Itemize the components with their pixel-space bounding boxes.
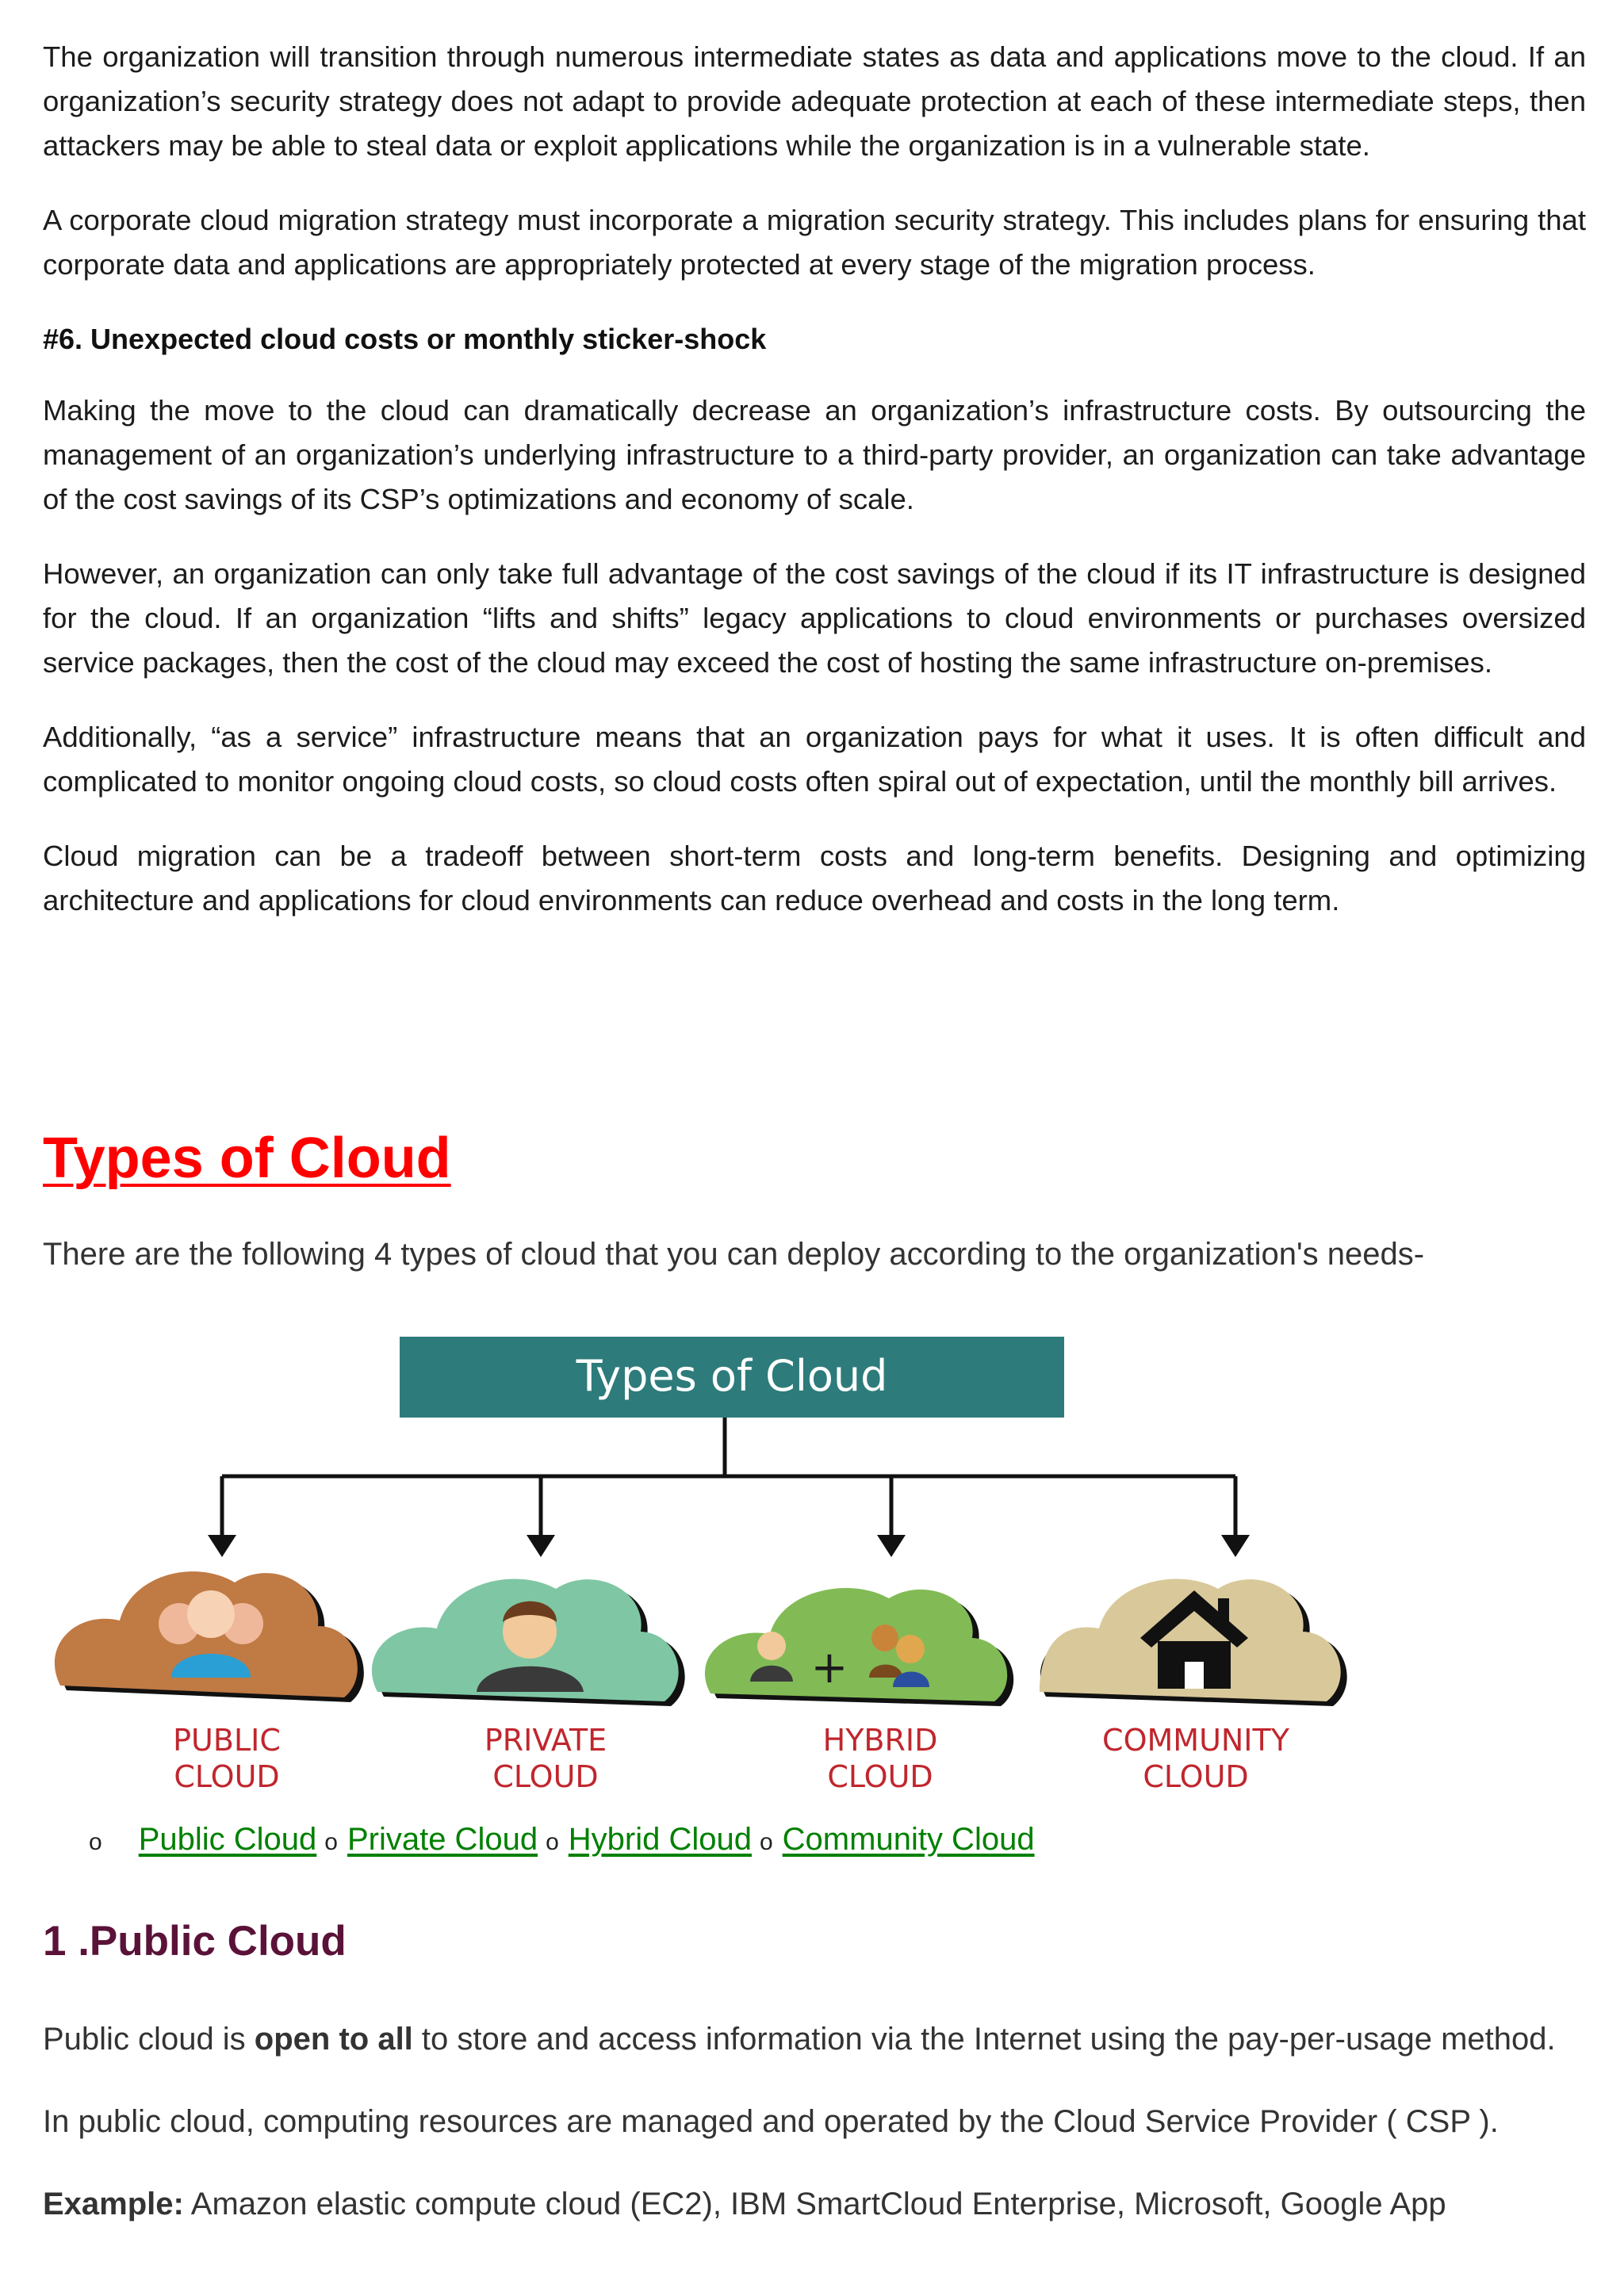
subheading: #6. Unexpected cloud costs or monthly sticker-shock — [43, 323, 767, 355]
diagram-title: Types of Cloud — [576, 1351, 888, 1401]
cloud-type-links — [89, 1822, 1043, 1858]
public-cloud-example — [43, 2187, 1446, 2222]
link-community-cloud[interactable]: Community Cloud — [782, 1822, 1035, 1857]
paragraph: Making the move to the cloud can dramatically decrease an organization’s infrastructure costs. By outsourcing the management of an organization’s underlying infrastructure to a third-party provider, an organization can take advantage of the cost savings of its CSP’s optimizations and economy of scale. — [43, 394, 1586, 515]
article-body — [43, 35, 1586, 953]
bullet-icon: o — [324, 1829, 338, 1855]
private-cloud-label-line1: PRIVATE — [484, 1723, 607, 1758]
example-label: Example: — [43, 2187, 184, 2221]
paragraph: Cloud migration can be a tradeoff between short-term costs and long-term benefits. Designing and optimizing architecture and applications for cloud environments can reduce overhead and costs in the long term. — [43, 840, 1586, 916]
public-cloud-heading: 1 .Public Cloud — [43, 1918, 347, 1965]
definition-text: to store and access information via the Internet using the pay-per-usage method. — [412, 2022, 1556, 2057]
private-cloud-label-line2: CLOUD — [492, 1759, 599, 1794]
intro-text: There are the following 4 types of cloud that you can deploy according to the organization's needs- — [43, 1237, 1425, 1272]
svg-text:+: + — [810, 1642, 848, 1693]
community-cloud-label-line2: CLOUD — [1143, 1759, 1249, 1794]
cloud-types-diagram — [44, 1321, 1361, 1820]
definition-emphasis: open to all — [254, 2022, 413, 2057]
paragraph: A corporate cloud migration strategy must incorporate a migration security strategy. This includes plans for ensuring that corporate data and applications are appropriately protected at every stage of the migration process. — [43, 204, 1586, 281]
public-cloud-definition — [43, 2022, 1556, 2057]
link-public-cloud[interactable]: Public Cloud — [138, 1822, 317, 1857]
link-hybrid-cloud[interactable]: Hybrid Cloud — [568, 1822, 752, 1857]
public-cloud-label-line2: CLOUD — [174, 1759, 280, 1794]
link-private-cloud[interactable]: Private Cloud — [347, 1822, 538, 1857]
example-text: Amazon elastic compute cloud (EC2), IBM SmartCloud Enterprise, Microsoft, Google App — [183, 2187, 1446, 2221]
paragraph: However, an organization can only take full advantage of the cost savings of the cloud if its IT infrastructure is designed for the cloud. If an organization “lifts and shifts” legacy applications to cloud environments or purchases oversized service packages, then the cost of the cloud may exceed the cost of hosting the same infrastructure on-premises. — [43, 557, 1586, 679]
community-cloud-label-line1: COMMUNITY — [1102, 1723, 1289, 1758]
public-cloud-label-line1: PUBLIC — [173, 1723, 281, 1758]
hybrid-cloud-label-line1: HYBRID — [822, 1723, 938, 1758]
bullet-icon: o — [89, 1829, 102, 1855]
section-title: Types of Cloud — [43, 1127, 451, 1190]
hybrid-cloud-label-line2: CLOUD — [827, 1759, 933, 1794]
paragraph: The organization will transition through numerous intermediate states as data and applications move to the cloud. If an organization’s security strategy does not adapt to provide adequate protection at each of these intermediate steps, then attackers may be able to steal data or exploit applications while the organization is in a vulnerable state. — [43, 40, 1586, 162]
paragraph: Additionally, “as a service” infrastructure means that an organization pays for what it uses. It is often difficult and complicated to monitor ongoing cloud costs, so cloud costs often spiral out of expectation, until the monthly bill arrives. — [43, 721, 1586, 798]
bullet-icon: o — [759, 1829, 773, 1855]
bullet-icon: o — [546, 1829, 559, 1855]
definition-text: Public cloud is — [43, 2022, 255, 2057]
public-cloud-management: In public cloud, computing resources are managed and operated by the Cloud Service Provider ( CSP ). — [43, 2104, 1499, 2139]
